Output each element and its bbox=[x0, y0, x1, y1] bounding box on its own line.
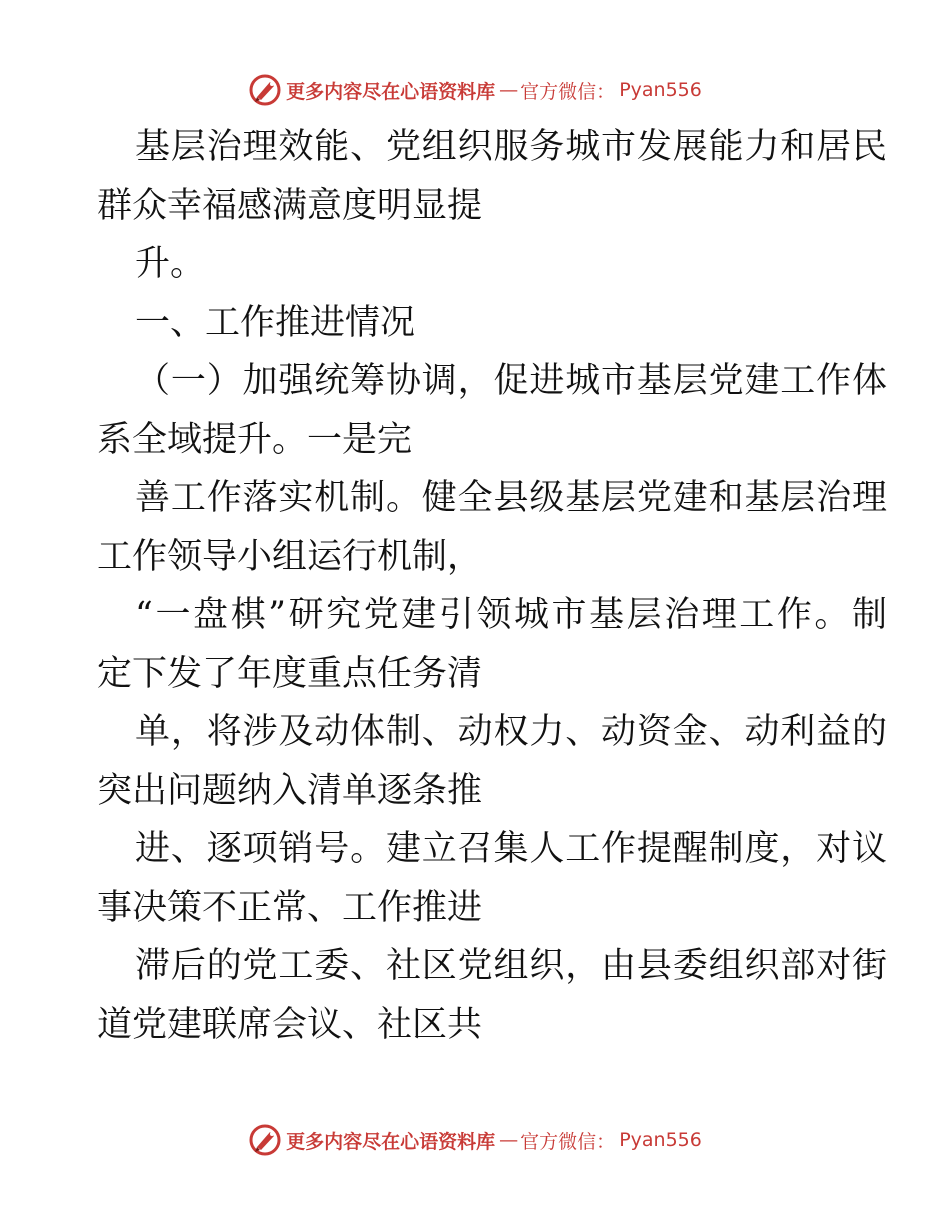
section-heading: 一、工作推进情况 bbox=[135, 302, 416, 343]
body-text bbox=[97, 118, 887, 1054]
watermark-banner-top bbox=[0, 70, 950, 110]
text-line: 滞后的党工委、社区党组织，由县委组织部对街 bbox=[135, 946, 887, 986]
text-line: 进、逐项销号。建立召集人工作提醒制度，对议 bbox=[135, 829, 887, 869]
watermark-site-text: 更多内容尽在心语资料库 bbox=[286, 80, 496, 103]
text-line: 定下发了年度重点任务清 bbox=[97, 653, 483, 694]
text-line: 工作领导小组运行机制， bbox=[97, 536, 483, 577]
text-line: 事决策不正常、工作推进 bbox=[97, 887, 483, 928]
text-line: 基层治理效能、党组织服务城市发展能力和居民 bbox=[135, 127, 887, 167]
watermark-wechat-label: 官方微信： bbox=[520, 80, 616, 103]
text-line: （一）加强统筹协调，促进城市基层党建工作体 bbox=[135, 361, 887, 401]
text-line: 群众幸福感满意度明显提 bbox=[97, 185, 483, 226]
pen-logo-icon bbox=[248, 73, 282, 107]
text-line: 道党建联席会议、社区共 bbox=[97, 1004, 483, 1045]
text-line: 善工作落实机制。健全县级基层党建和基层治理 bbox=[135, 478, 887, 518]
watermark-banner-bottom bbox=[0, 1120, 950, 1160]
text-line: 突出问题纳入清单逐条推 bbox=[97, 770, 483, 811]
text-line: “一盘棋”研究党建引领城市基层治理工作。制 bbox=[135, 595, 887, 635]
pen-logo-icon bbox=[248, 1123, 282, 1157]
text-line: 系全域提升。一是完 bbox=[97, 419, 413, 460]
text-line: 单，将涉及动体制、动权力、动资金、动利益的 bbox=[135, 712, 887, 752]
watermark-wechat-id: Pyan556 bbox=[619, 79, 702, 101]
watermark-wechat-id: Pyan556 bbox=[619, 1129, 702, 1151]
watermark-dash: — bbox=[499, 79, 517, 101]
text-line: 升。 bbox=[135, 244, 206, 284]
watermark-wechat-label: 官方微信： bbox=[520, 1130, 616, 1153]
watermark-dash: — bbox=[499, 1129, 517, 1151]
watermark-site-text: 更多内容尽在心语资料库 bbox=[286, 1130, 496, 1153]
